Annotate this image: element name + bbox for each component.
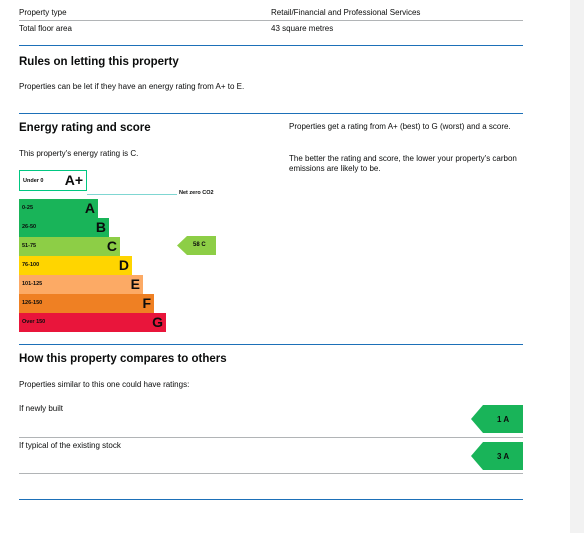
band-range: 26-50 [22, 224, 37, 230]
energy-info-2: The better the rating and score, the lower your property's carbon emissions are likely to be. [289, 154, 517, 173]
rules-heading: Rules on letting this property [19, 56, 179, 68]
band-range: Under 0 [23, 178, 44, 184]
compare-rating-arrow [471, 405, 523, 433]
compare-letter: A [503, 452, 510, 461]
compare-heading: How this property compares to others [19, 353, 227, 365]
floor-area-label: Total floor area [19, 24, 72, 33]
energy-info-1: Properties get a rating from A+ (best) to G (worst) and a score. [289, 122, 511, 131]
rating-band-aplus [19, 170, 87, 191]
page-scrollbar[interactable] [570, 0, 584, 533]
current-score: 58 [193, 242, 200, 248]
section-divider [19, 499, 523, 500]
rating-band-f [19, 294, 154, 313]
compare-score: 3 [497, 452, 502, 461]
band-range: 51-75 [22, 243, 37, 249]
compare-divider [19, 437, 523, 438]
rating-band-d [19, 256, 132, 275]
band-letter: C [106, 238, 117, 254]
rating-band-b [19, 218, 109, 237]
rating-band-c [19, 237, 120, 256]
section-divider [19, 344, 523, 345]
band-range: Over 150 [22, 319, 46, 325]
rating-band-a [19, 199, 98, 218]
band-letter: D [118, 257, 129, 273]
current-letter: C [201, 242, 206, 248]
band-letter: A+ [64, 172, 83, 188]
band-letter: G [152, 314, 163, 330]
property-type-label: Property type [19, 8, 67, 17]
band-range: 76-100 [22, 262, 40, 268]
compare-row-label: If typical of the existing stock [19, 441, 121, 450]
band-range: 101-125 [22, 281, 43, 287]
current-rating-arrow [177, 236, 216, 255]
band-letter: E [130, 276, 140, 292]
rating-band-g [19, 313, 166, 332]
compare-letter: A [503, 415, 510, 424]
compare-score: 1 [497, 415, 502, 424]
net-zero-label: Net zero CO2 [179, 190, 214, 196]
floor-area-value: 43 square metres [271, 24, 334, 33]
net-zero-line [87, 194, 177, 195]
energy-heading: Energy rating and score [19, 122, 151, 134]
summary-divider [19, 20, 523, 21]
section-divider [19, 45, 523, 46]
band-letter: F [142, 295, 151, 311]
band-range: 126-150 [22, 300, 43, 306]
energy-rating-text: This property's energy rating is C. [19, 149, 139, 158]
compare-rating-arrow [471, 442, 523, 470]
compare-intro: Properties similar to this one could have ratings: [19, 380, 190, 389]
rules-body: Properties can be let if they have an energy rating from A+ to E. [19, 82, 245, 91]
rating-band-e [19, 275, 143, 294]
compare-row-label: If newly built [19, 404, 64, 413]
band-letter: A [84, 200, 95, 216]
property-type-value: Retail/Financial and Professional Services [271, 8, 421, 17]
compare-divider [19, 473, 523, 474]
band-letter: B [95, 219, 106, 235]
band-range: 0-25 [22, 205, 34, 211]
section-divider [19, 113, 523, 114]
